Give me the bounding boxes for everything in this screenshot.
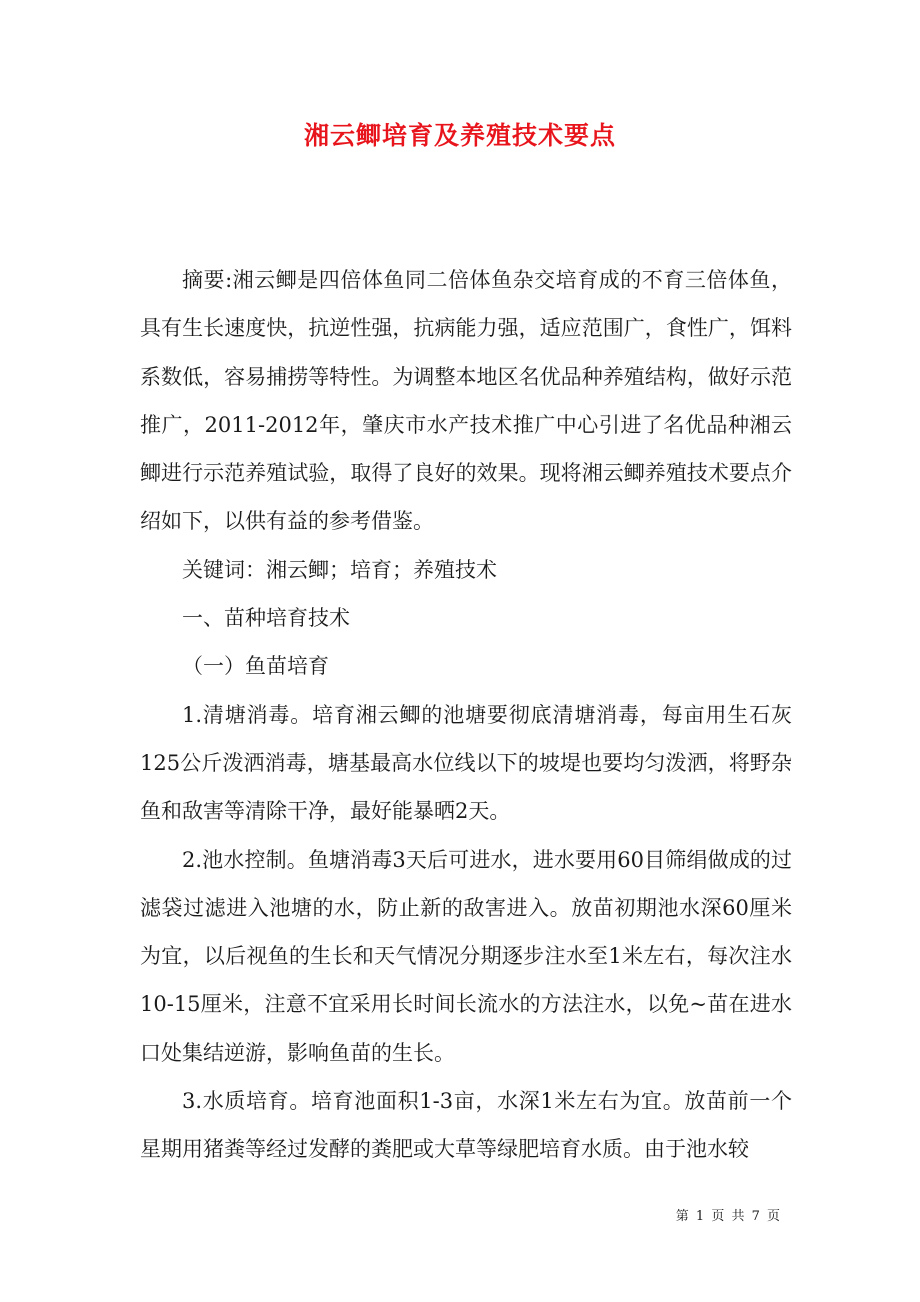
body-paragraph-3: 3.水质培育。培育池面积1-3亩，水深1米左右为宜。放苗前一个星期用猪粪等经过发酵的粪肥或大草等绿肥培育水质。由于池水较 <box>140 1089 792 1162</box>
page-number: 第 1 页 共 7 页 <box>675 1209 780 1224</box>
abstract-paragraph: 摘要:湘云鲫是四倍体鱼同二倍体鱼杂交培育成的不育三倍体鱼，具有生长速度快，抗逆性强，抗病能力强，适应范围广，食性广，饵料系数低，容易捕捞等特性。为调整本地区名优品种养殖结构，做好示范推广，2011-2012年，肇庆市水产技术推广中心引进了名优品种湘云鲫进行示范养殖试验，取得了良好的效果。现将湘云鲫养殖技术要点介绍如下，以供有益的参考借鉴。 <box>140 268 792 534</box>
keywords-paragraph: 关键词：湘云鲫；培育；养殖技术 <box>182 557 497 582</box>
body-paragraph-2: 2.池水控制。鱼塘消毒3天后可进水，进水要用60目筛绢做成的过滤袋过滤进入池塘的水，防止新的敌害进入。放苗初期池水深60厘米为宜，以后视鱼的生长和天气情况分期逐步注水至1米左右，每次注水10-15厘米，注意不宜采用长时间长流水的方法注水，以免~苗在进水口处集结逆游，影响鱼苗的生长。 <box>140 847 792 1065</box>
document-body <box>140 256 792 1174</box>
section-heading: 一、苗种培育技术 <box>182 606 350 631</box>
document-title: 湘云鲫培育及养殖技术要点 <box>303 121 616 150</box>
subsection-heading: （一）鱼苗培育 <box>182 654 329 679</box>
body-paragraph-1: 1.清塘消毒。培育湘云鲫的池塘要彻底清塘消毒，每亩用生石灰125公斤泼洒消毒，塘基最高水位线以下的坡堤也要均匀泼洒，将野杂鱼和敌害等清除干净，最好能暴晒2天。 <box>140 702 792 824</box>
